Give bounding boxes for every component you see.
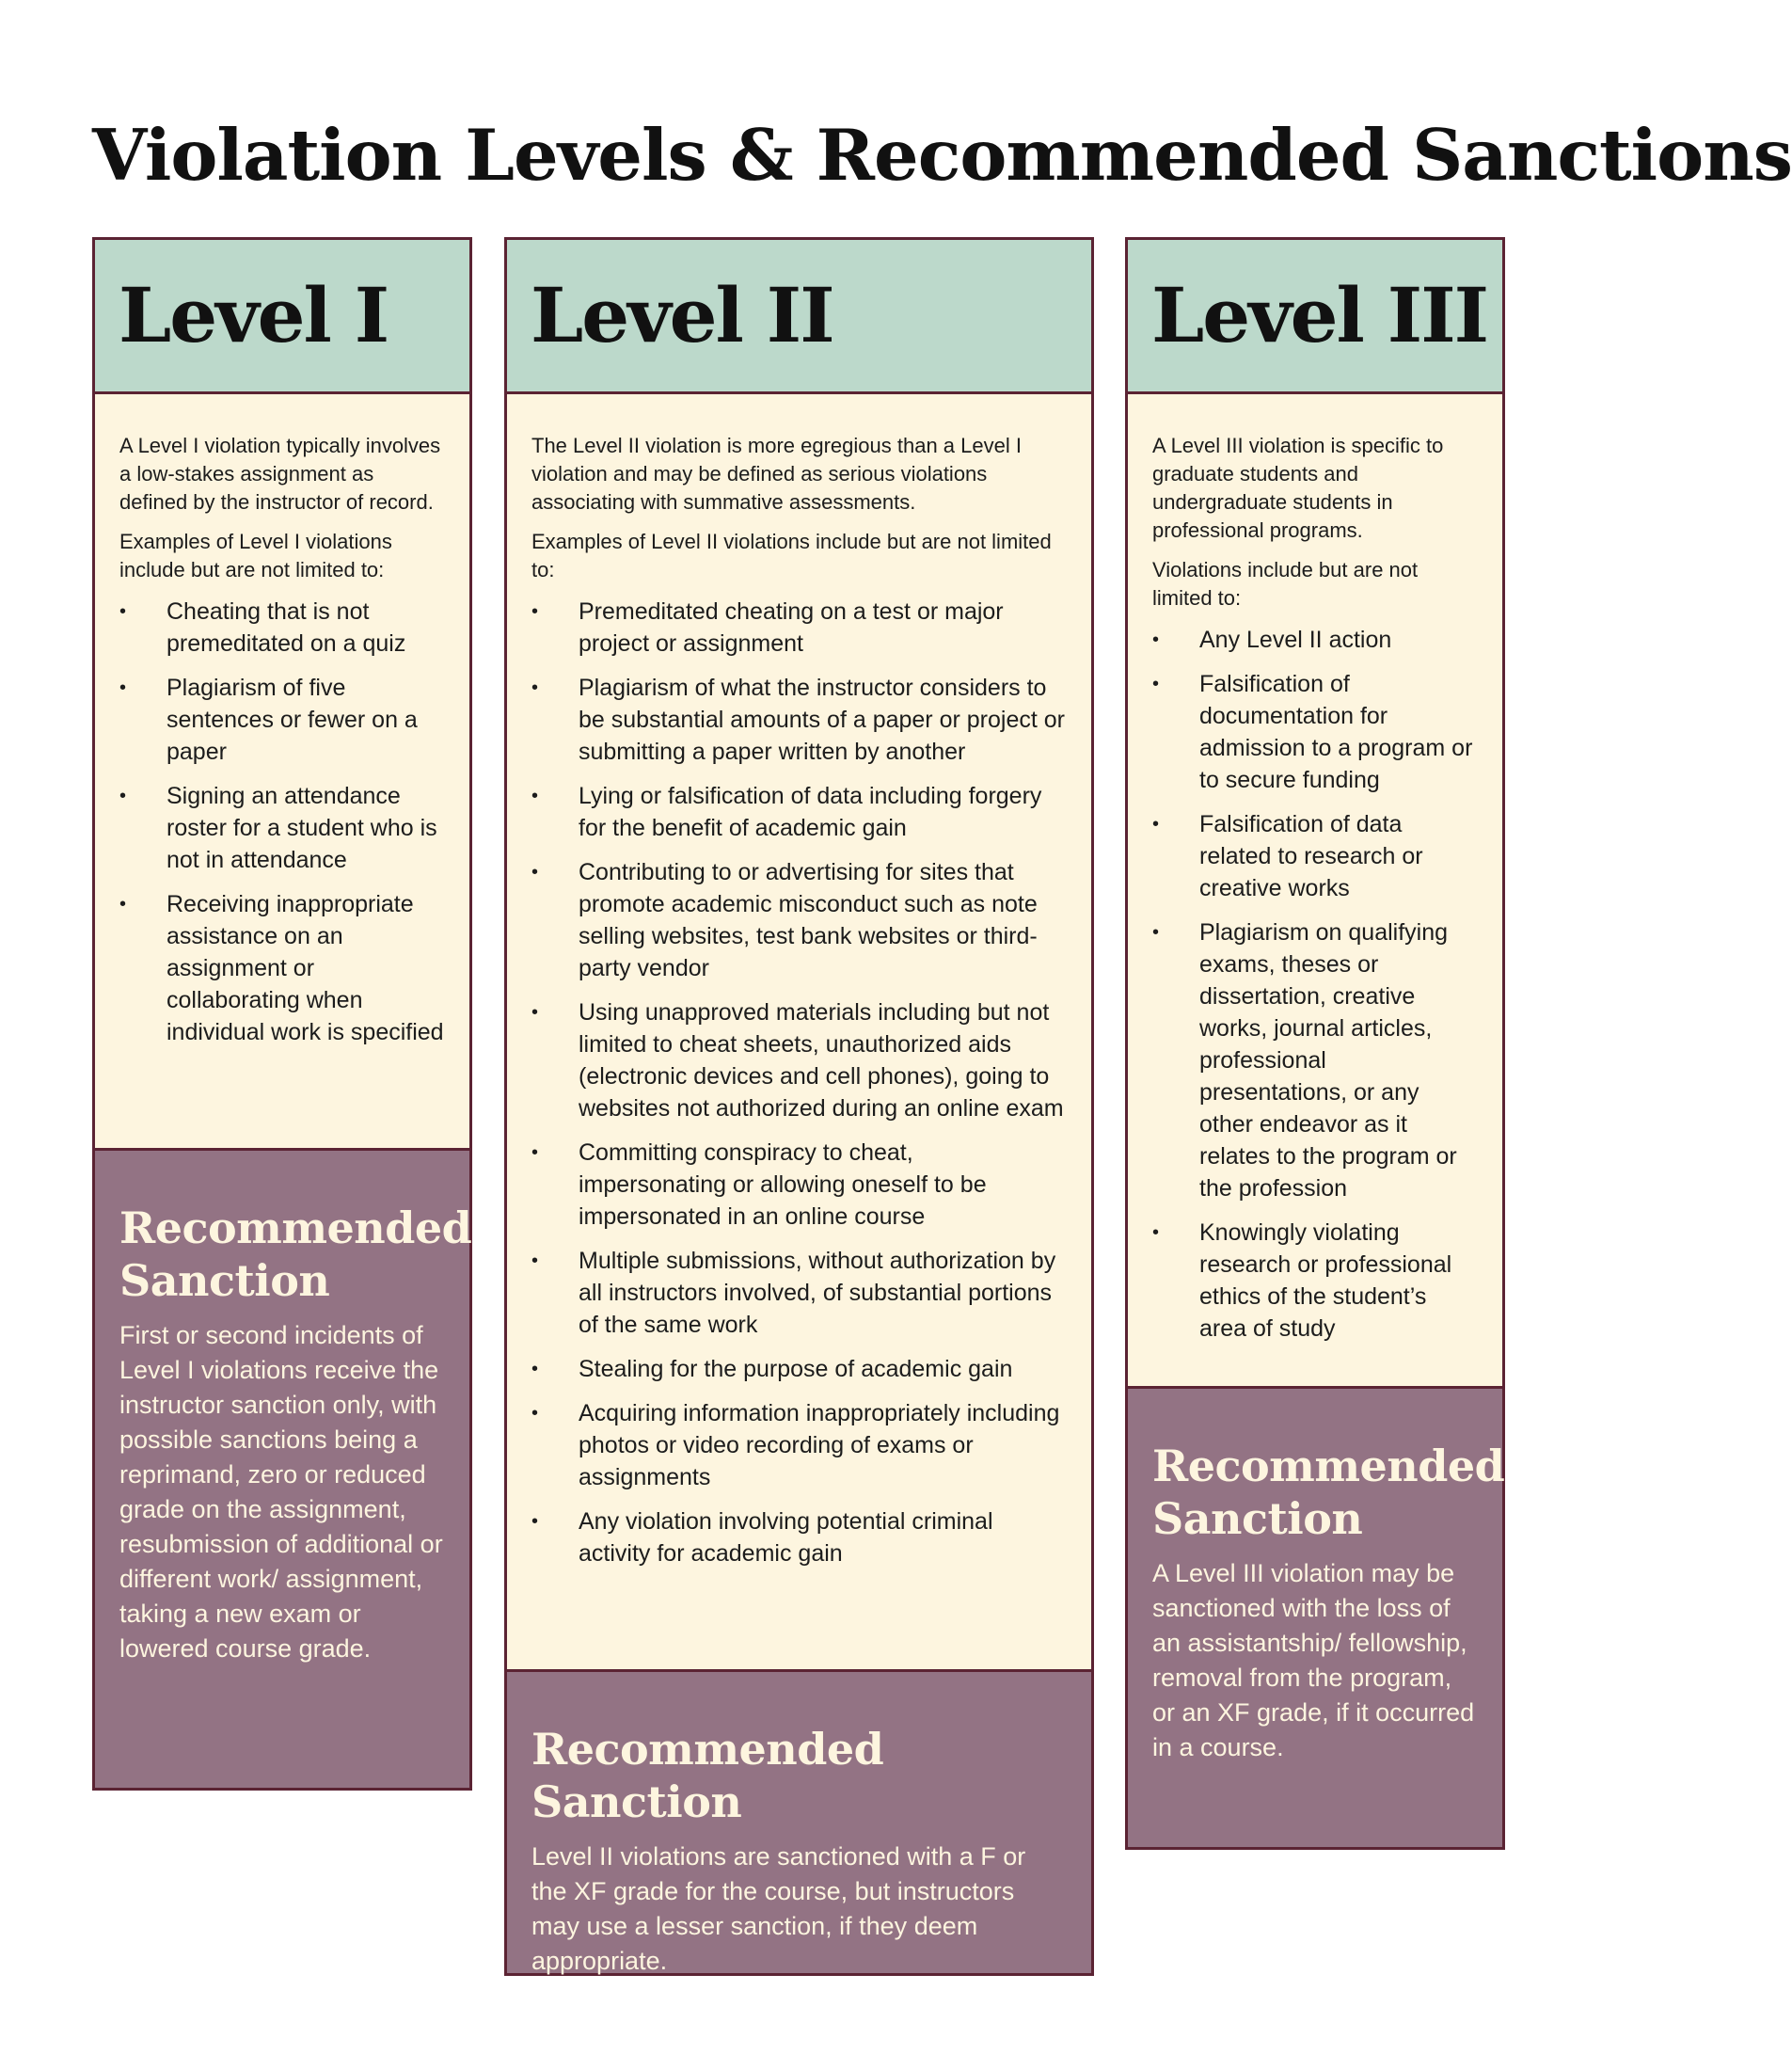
list-item: • Falsification of data related to research or creative works (1152, 808, 1478, 904)
list-item: • Plagiarism of what the instructor considers to be substantial amounts of a paper or project or submitting a paper written by another (531, 672, 1067, 768)
level-1-intro: A Level I violation typically involves a low-stakes assignment as defined by the instructor of record. (119, 434, 441, 514)
level-3-examples-label: Violations include but are not limited to: (1152, 558, 1419, 610)
level-2-intro: The Level II violation is more egregious than a Level I violation and may be defined as serious violations associating with summative assessments. (531, 434, 1022, 514)
level-2-header (504, 237, 1094, 394)
list-item: • Knowingly violating research or professional ethics of the student’s area of study (1152, 1217, 1478, 1345)
level-3-list (1152, 624, 1478, 1345)
list-item: • Falsification of documentation for admission to a program or to secure funding (1152, 668, 1478, 796)
level-3-body (1125, 394, 1505, 1389)
level-2-heading: Level II (531, 271, 833, 359)
level-1-list (119, 596, 445, 1048)
level-2-sanction-text: Level II violations are sanctioned with a F or the XF grade for the course, but instructors may use a lesser sanction, if they deem appropriate. (531, 1842, 1026, 1975)
list-item: • Lying or falsification of data including forgery for the benefit of academic gain (531, 780, 1067, 844)
level-3-sanction-text: A Level III violation may be sanctioned with the loss of an assistantship/ fellowship, removal from the program, or an XF grade, if it occurred in a course. (1152, 1559, 1475, 1761)
level-2-list (531, 596, 1067, 1569)
level-1-sanction-heading: Recommended Sanction (119, 1202, 472, 1306)
list-item: • Acquiring information inappropriately including photos or video recording of exams or assignments (531, 1397, 1067, 1493)
list-item: • Using unapproved materials including but not limited to cheat sheets, unauthorized aids (electronic devices and cell phones), going to websites not authorized during an online exam (531, 996, 1067, 1124)
level-2-sanction-heading: Recommended Sanction (531, 1724, 884, 1827)
list-item: • Multiple submissions, without authorization by all instructors involved, of substantial portions of the same work (531, 1245, 1067, 1341)
list-item: • Receiving inappropriate assistance on an assignment or collaborating when individual work is specified (119, 888, 445, 1048)
level-1-examples-label: Examples of Level I violations include but are not limited to: (119, 530, 392, 581)
level-1-sanction (92, 1151, 472, 1791)
level-3-sanction-heading: Recommended Sanction (1152, 1441, 1505, 1544)
list-item: • Any violation involving potential criminal activity for academic gain (531, 1505, 1067, 1569)
list-item: • Any Level II action (1152, 624, 1478, 656)
list-item: • Plagiarism of five sentences or fewer on a paper (119, 672, 445, 768)
level-1-sanction-text: First or second incidents of Level I violations receive the instructor sanction only, with possible sanctions being a reprimand, zero or reduced grade on the assignment, resubmission of additional or different work/ assignment, taking a new exam or lowered course grade. (119, 1321, 443, 1663)
list-item: • Signing an attendance roster for a student who is not in attendance (119, 780, 445, 876)
level-1-heading: Level I (119, 271, 389, 359)
list-item: • Committing conspiracy to cheat, impersonating or allowing oneself to be impersonated in an online course (531, 1137, 1067, 1233)
list-item: • Contributing to or advertising for sites that promote academic misconduct such as note selling websites, test bank websites or third-party vendor (531, 856, 1067, 984)
level-3-header (1125, 237, 1505, 394)
list-item: • Plagiarism on qualifying exams, theses or dissertation, creative works, journal articles, professional presentations, or any other endeavor as it relates to the program or the profession (1152, 916, 1478, 1204)
level-1-body (92, 394, 472, 1151)
level-3-heading: Level III (1151, 271, 1488, 359)
level-2-body (504, 394, 1094, 1672)
list-item: • Premeditated cheating on a test or major project or assignment (531, 596, 1067, 660)
level-1-header (92, 237, 472, 394)
level-2-sanction (504, 1672, 1094, 1976)
level-2-examples-label: Examples of Level II violations include but are not limited to: (531, 530, 1052, 581)
level-3-intro: A Level III violation is specific to graduate students and undergraduate students in professional programs. (1152, 434, 1444, 542)
list-item: • Stealing for the purpose of academic gain (531, 1353, 1067, 1385)
level-3-sanction (1125, 1389, 1505, 1850)
list-item: • Cheating that is not premeditated on a quiz (119, 596, 445, 660)
page-title: Violation Levels & Recommended Sanctions (92, 114, 1792, 197)
